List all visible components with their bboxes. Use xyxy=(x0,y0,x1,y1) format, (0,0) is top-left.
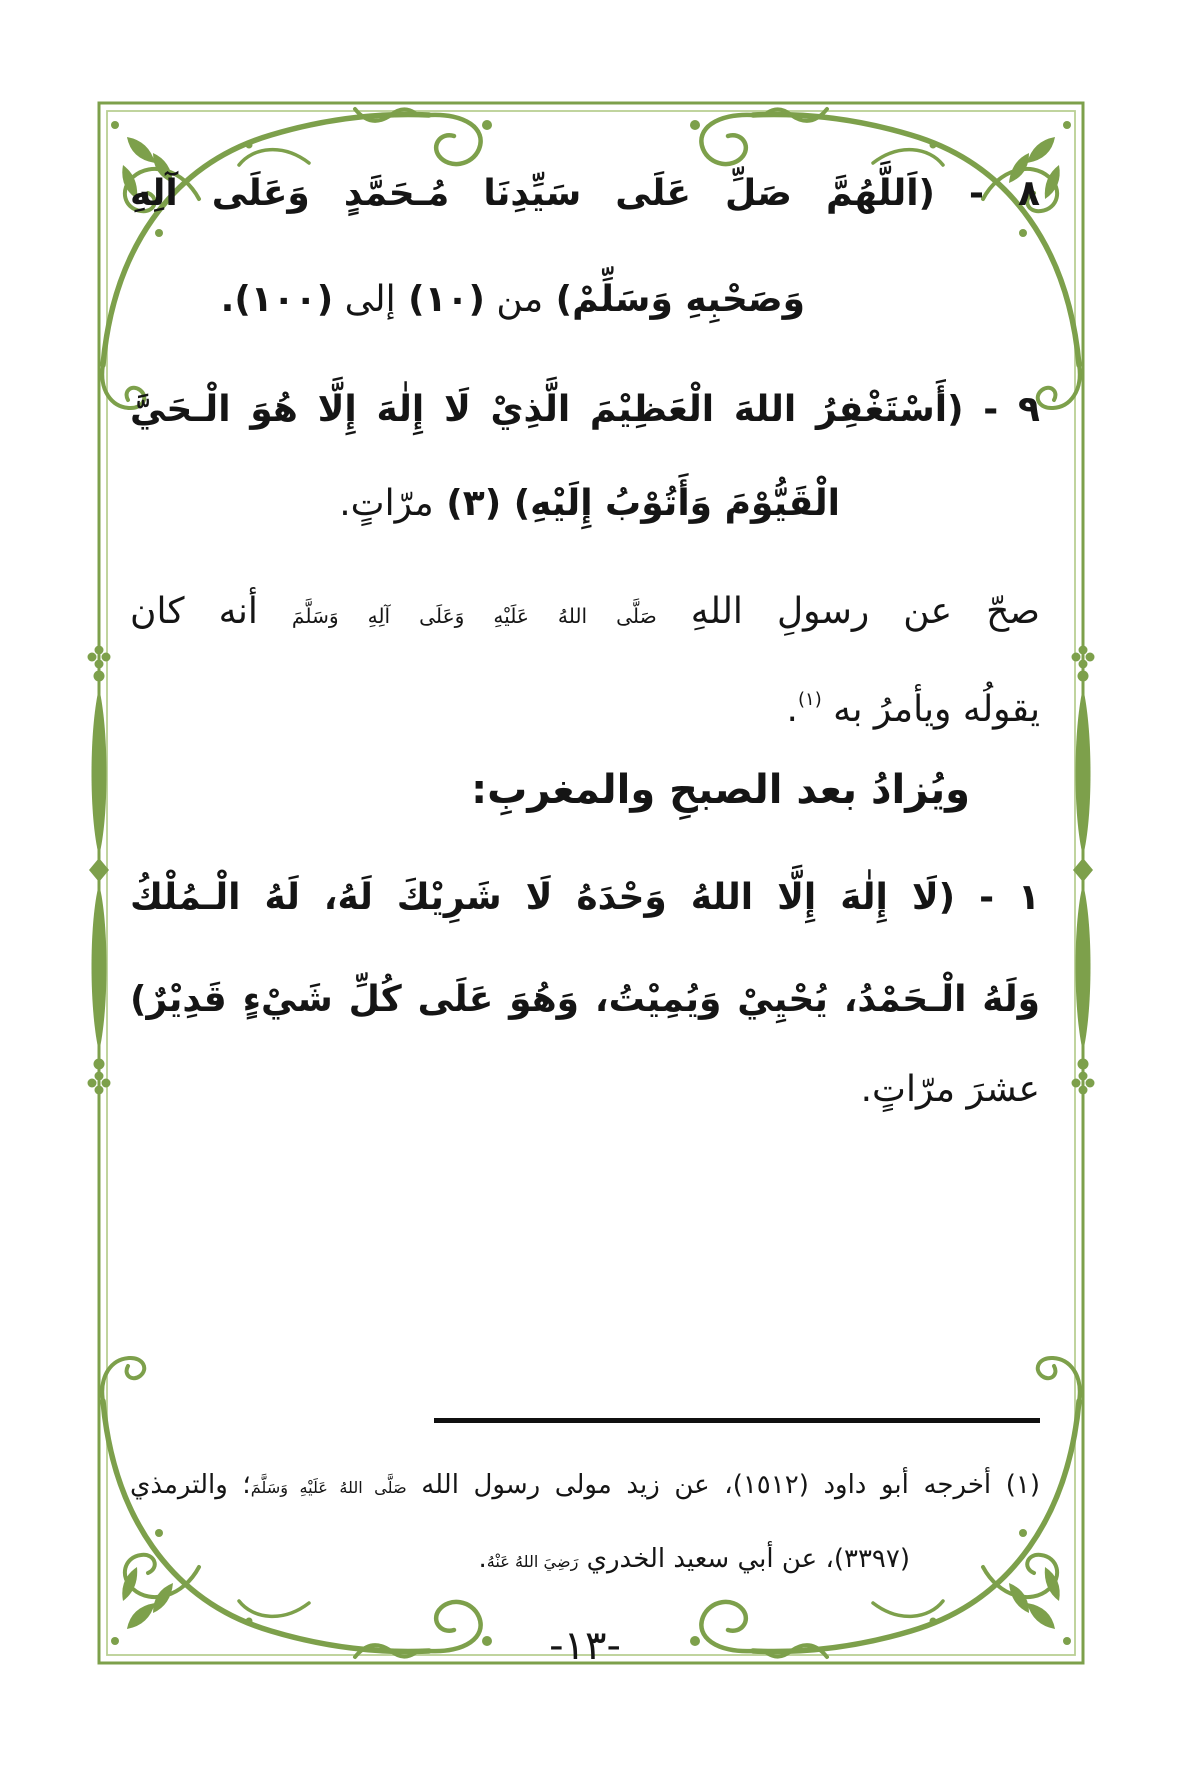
footnote-line-2 xyxy=(130,1520,1040,1601)
page-number: -١٣- xyxy=(549,1623,621,1669)
dhikr-9-count: (٣) xyxy=(433,483,502,524)
radiallahu-anhu-honorific: رَضِيَ اللهُ عَنْهُ xyxy=(486,1552,579,1571)
dhikr-item-1-count-line: عشرَ مرّاتٍ. xyxy=(860,1069,1040,1110)
footnote-source-text: (١) أخرجه أبو داود (١٥١٢)، عن زيد مولى رسول الله xyxy=(406,1470,1040,1500)
hadith-authenticity-line-1 xyxy=(130,566,1040,662)
dhikr-item-9-line-2 xyxy=(130,458,1040,550)
hadith-authenticity-line-2 xyxy=(130,654,1040,756)
dhikr-8-quote-end: وَصَحْبِهِ وَسَلِّمْ) xyxy=(543,279,805,320)
dhikr-8-count-ten: (١٠) xyxy=(395,279,485,320)
hadith-line2-period: . xyxy=(786,689,798,730)
footnote-source-text-cont: ؛ والترمذي xyxy=(130,1470,251,1500)
hadith-line2-text: يقولُه ويأمرُ به xyxy=(821,689,1040,730)
dhikr-item-1-line-2: وَلَهُ الْـحَمْدُ، يُحْيِيْ وَيُمِيْتُ، وَهُوَ عَلَى كُلِّ شَيْءٍ قَدِيْرٌ) xyxy=(130,979,1040,1020)
dhikr-8-from-word: من xyxy=(484,279,544,320)
dhikr-9-times-word: مرّاتٍ. xyxy=(339,483,434,524)
dhikr-8-to-word: إلى xyxy=(333,279,396,320)
hadith-post-text: أنه كان xyxy=(130,591,292,632)
dhikr-9-quote-end: الْقَيُّوْمَ وَأَتُوْبُ إِلَيْهِ) xyxy=(501,483,840,524)
hadith-pre-text: صحّ عن رسولِ اللهِ xyxy=(656,591,1040,632)
dhikr-item-8-line-1: ٨ - (اَللَّهُمَّ صَلِّ عَلَى سَيِّدِنَا مُـحَمَّدٍ وَعَلَى آلِهِ xyxy=(130,173,1040,214)
salawat-honorific: صَلَّى اللهُ عَلَيْهِ وَعَلَى آلِهِ وَسَلَّمَ xyxy=(291,604,657,628)
footnote-separator-rule xyxy=(434,1418,1040,1423)
footnote-narrator-text: (٣٣٩٧)، عن أبي سعيد الخدري xyxy=(578,1544,910,1574)
dhikr-8-count-hundred: (١٠٠). xyxy=(220,279,334,320)
page-content xyxy=(130,0,1040,1773)
dhikr-item-9-line-1: ٩ - (أَسْتَغْفِرُ اللهَ الْعَظِيْمَ الَّذِيْ لَا إِلٰهَ إِلَّا هُوَ الْـحَيَّ xyxy=(130,389,1040,430)
section-heading: ويُزادُ بعد الصبحِ والمغربِ: xyxy=(471,767,970,813)
footnote-line-1 xyxy=(130,1446,1040,1527)
dhikr-item-8-line-2 xyxy=(130,254,1040,346)
footnote-reference-mark: (١) xyxy=(797,689,822,710)
footnote-line2-period: . xyxy=(478,1544,487,1574)
salawat-honorific-small: صَلَّى اللهُ عَلَيْهِ وَسَلَّمَ xyxy=(250,1478,407,1497)
dhikr-item-1-line-1: ١ - (لَا إِلٰهَ إِلَّا اللهُ وَحْدَهُ لَا شَرِيْكَ لَهُ، لَهُ الْـمُلْكُ xyxy=(130,877,1040,918)
